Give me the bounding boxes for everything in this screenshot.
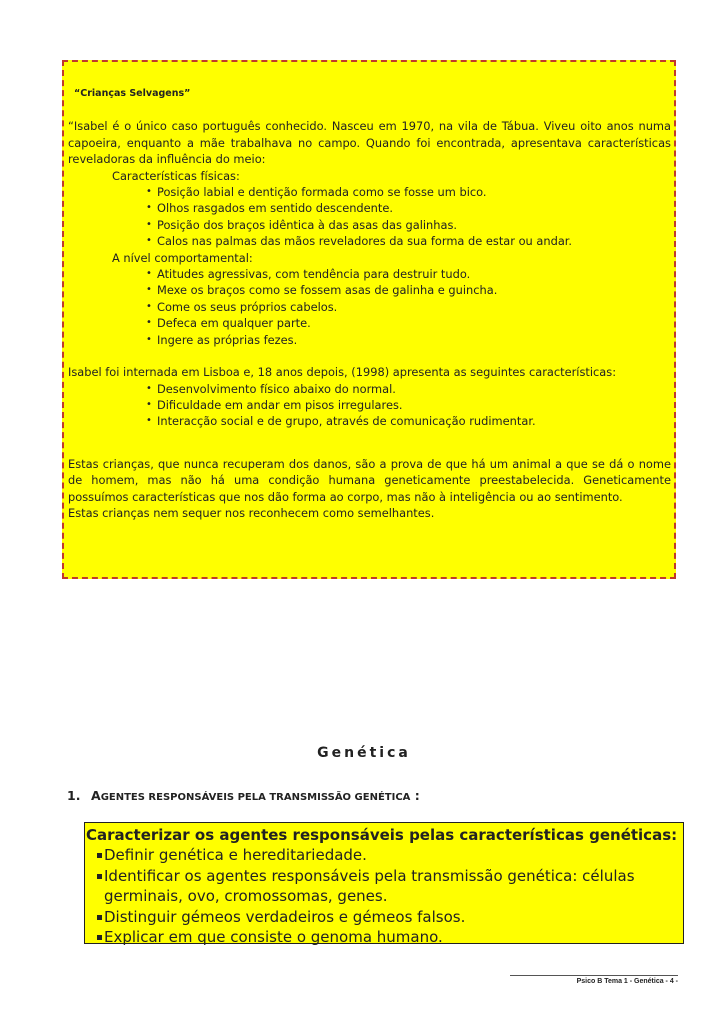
list-item: • Calos nas palmas das mãos reveladores da sua forma de estar ou andar. [148,233,671,249]
heading-suffix: : [410,788,420,803]
physical-list [68,184,671,250]
list-item: • Desenvolvimento físico abaixo do normal. [148,381,671,397]
case-study-title: “Crianças Selvagens” [74,88,191,99]
list-item: Distinguir gémeos verdadeiros e gémeos falsos. [97,907,683,927]
list-item: • Come os seus próprios cabelos. [148,299,671,315]
list-item: • Posição dos braços idêntica à das asas das galinhas. [148,217,671,233]
list-item: • Interacção social e de grupo, através de comunicação rudimentar. [148,413,671,429]
list-item: Explicar em que consiste o genoma humano. [97,927,683,947]
behavior-list [68,266,671,348]
conclusion-paragraph: Estas crianças, que nunca recuperam dos danos, são a prova de que há um animal a que se dá o nome de homem, mas não há uma condição humana geneticamente preestabelecida. Geneticamente possuímos características que nos dão forma ao corpo, mas não à inteligência ou ao sentimento. [68,456,671,504]
objectives-box [84,822,684,947]
heading-agents [67,788,420,803]
later-list [68,381,671,430]
objectives-list [85,845,683,947]
behavior-label: A nível comportamental: [112,250,253,265]
later-intro: Isabel foi internada em Lisboa e, 18 anos depois, (1998) apresenta as seguintes características: [68,365,617,380]
heading-number: 1. [67,788,81,803]
footer-divider [510,975,678,976]
list-item: • Olhos rasgados em sentido descendente. [148,200,671,216]
list-item: • Mexe os braços como se fossem asas de galinha e guincha. [148,282,671,298]
list-item: • Defeca em qualquer parte. [148,315,671,331]
list-item: • Ingere as próprias fezes. [148,332,671,348]
heading-text: GENTES RESPONSÁVEIS PELA TRANSMISSÃO GENÉTICA [100,792,411,803]
physical-label: Características físicas: [112,168,240,183]
list-item: Identificar os agentes responsáveis pela transmissão genética: células germinais, ovo, cromossomas, genes. [97,866,683,907]
closing-line: Estas crianças nem sequer nos reconhecem como semelhantes. [68,505,435,520]
list-item: • Posição labial e dentição formada como se fosse um bico. [148,184,671,200]
case-intro: “Isabel é o único caso português conhecido. Nasceu em 1970, na vila de Tábua. Viveu oito anos numa capoeira, enquanto a mãe trabalhava no campo. Quando foi encontrada, apresentava características reveladoras da influência do meio: [68,119,671,167]
list-item: • Dificuldade em andar em pisos irregulares. [148,397,671,413]
section-title: Genética [317,745,411,761]
objectives-title: Caracterizar os agentes responsáveis pelas características genéticas: [86,826,678,844]
case-study-box [62,60,676,579]
list-item: • Atitudes agressivas, com tendência para destruir tudo. [148,266,671,282]
heading-first-letter: A [91,788,101,803]
page-footer: Psico B Tema 1 - Genética - 4 - [576,978,678,985]
list-item: Definir genética e hereditariedade. [97,845,683,865]
